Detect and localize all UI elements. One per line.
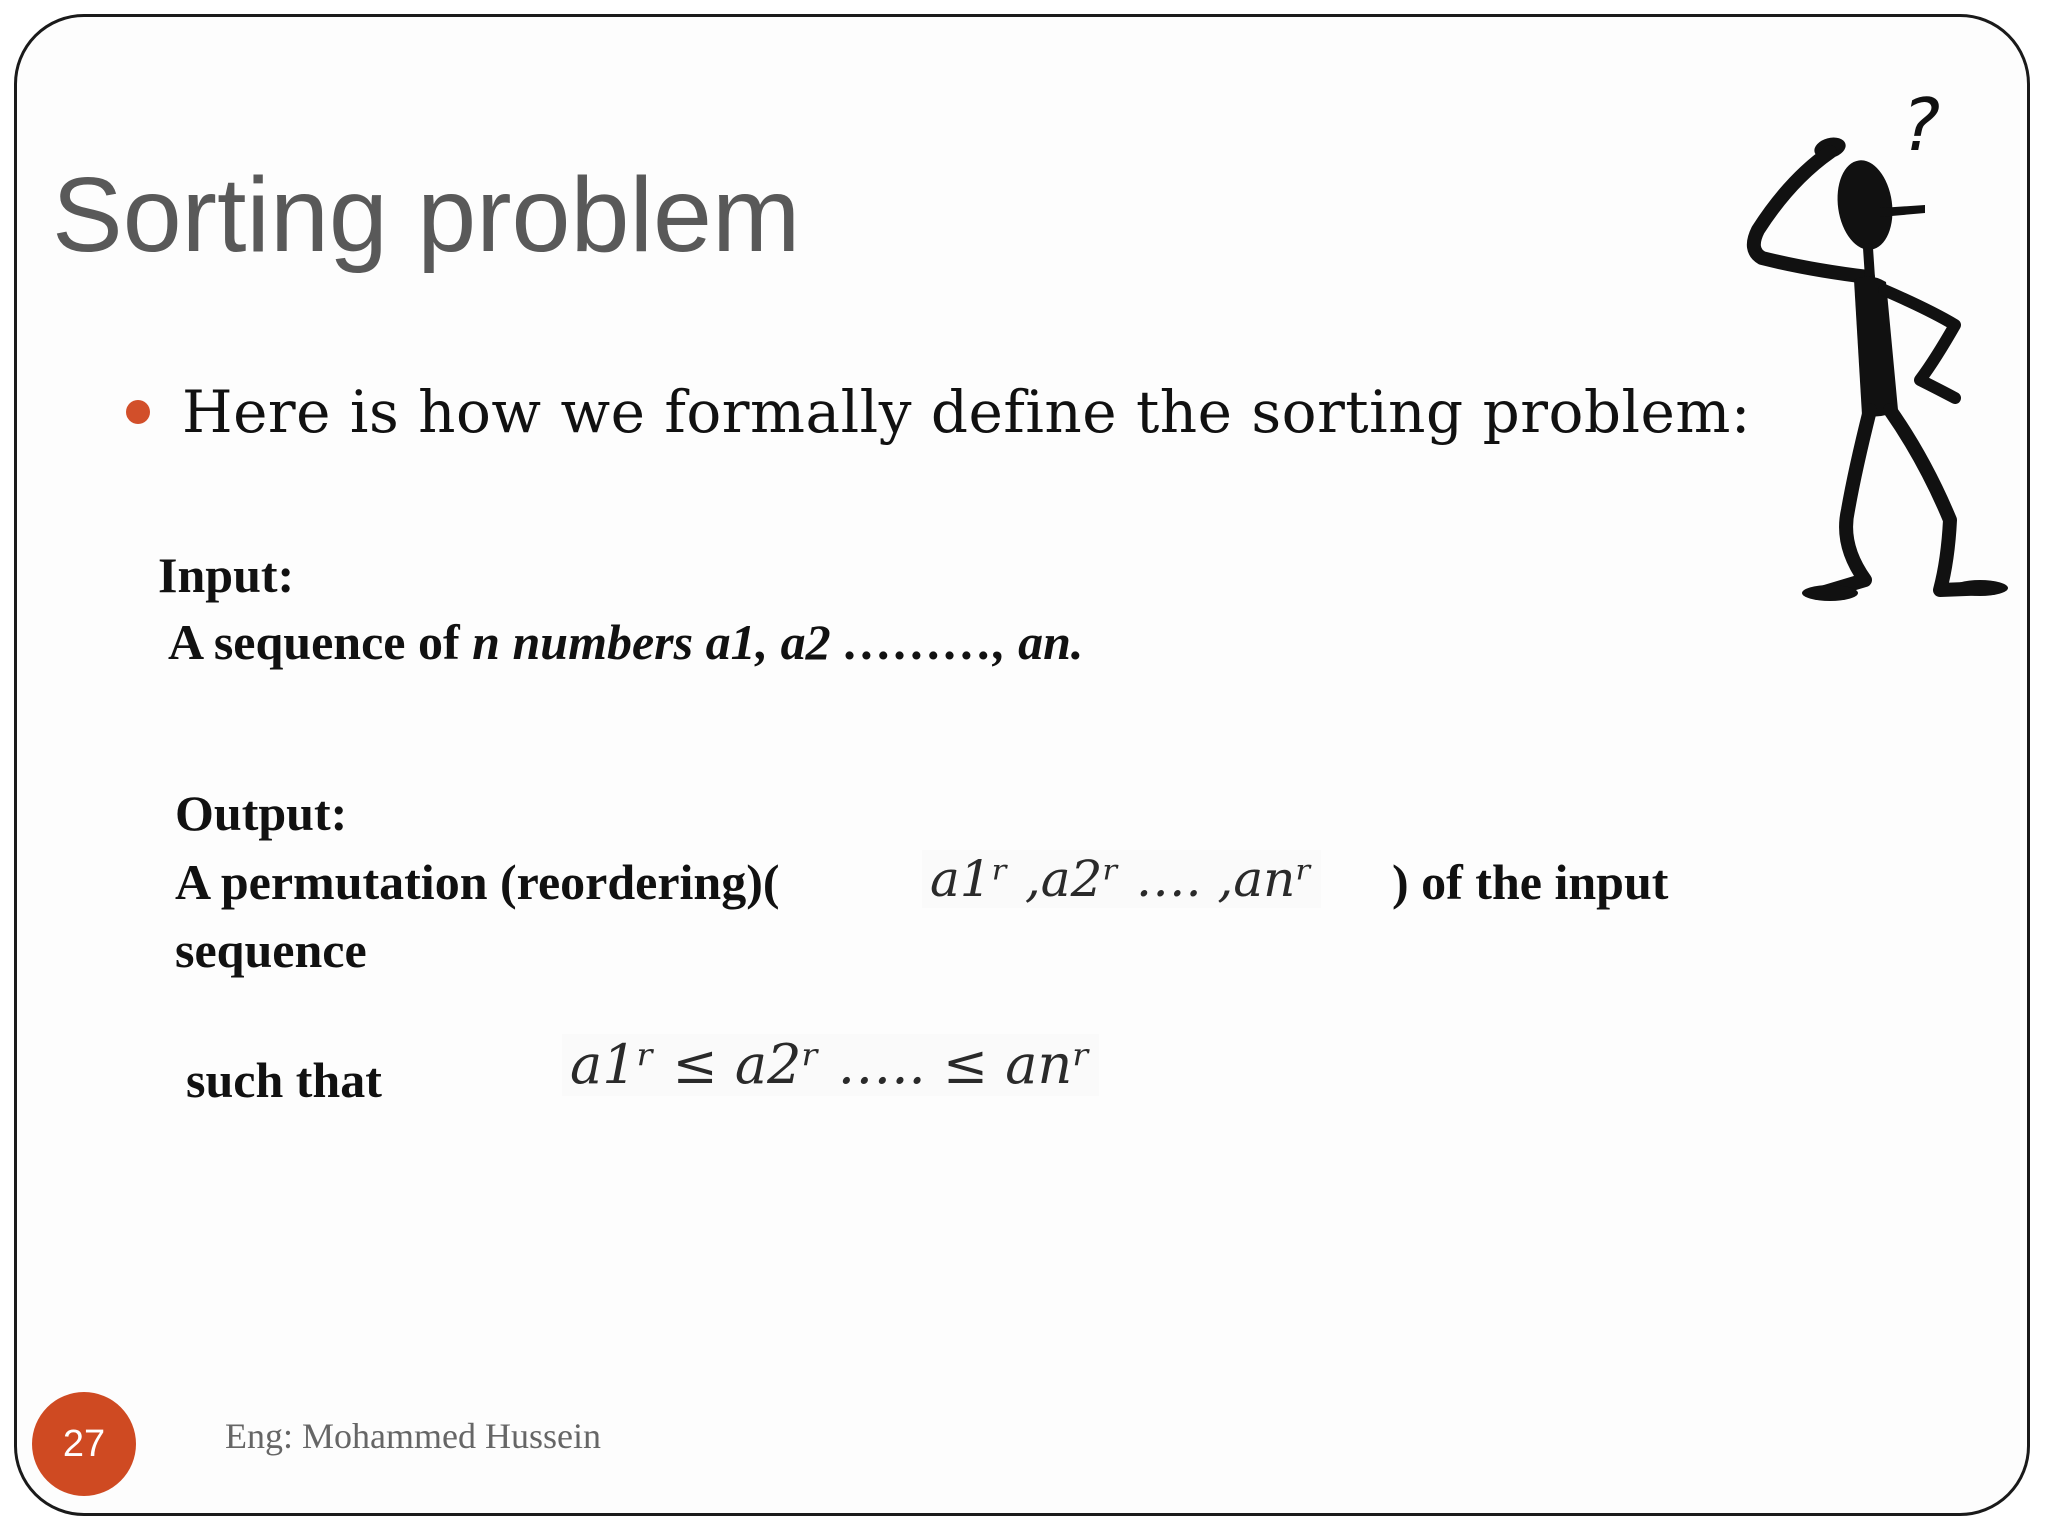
bullet-item — [126, 378, 1751, 446]
input-text-prefix: A sequence of — [168, 614, 473, 670]
output-line1-suffix: ) of the input — [1392, 854, 1669, 910]
input-text-italic: n numbers a1, a2 ………, an. — [472, 614, 1084, 670]
bullet-dot-icon — [126, 400, 150, 424]
question-mark-glyph: ? — [1902, 83, 1941, 167]
permutation-formula: a1ʳ ,a2ʳ …. ,anʳ — [922, 850, 1321, 908]
page-number-badge — [32, 1392, 136, 1496]
such-that-label: such that — [186, 1052, 382, 1108]
output-line1-prefix: A permutation (reordering)( — [175, 854, 780, 910]
output-line2: sequence — [175, 922, 367, 978]
footer-author: Eng: Mohammed Hussein — [225, 1416, 601, 1456]
input-label: Input: — [158, 547, 295, 603]
confused-stick-figure-icon — [1730, 80, 2010, 640]
inequality-formula: a1ʳ ≤ a2ʳ ….. ≤ anʳ — [562, 1034, 1099, 1096]
bullet-text: Here is how we formally define the sorting problem: — [182, 378, 1751, 446]
input-description — [168, 614, 1084, 670]
output-label: Output: — [175, 785, 348, 841]
page-number: 27 — [62, 1422, 106, 1465]
slide-title: Sorting problem — [52, 156, 801, 274]
